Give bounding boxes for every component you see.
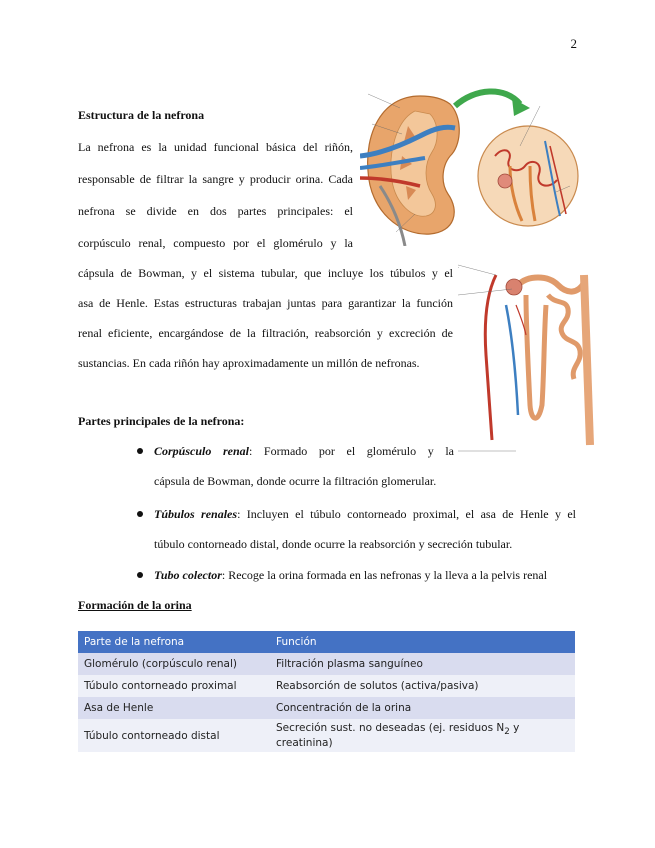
paragraph-line: renal eficiente, encargándose de la filtración, reabsorción y excreción de	[78, 326, 453, 340]
nephron-diagram	[456, 255, 606, 455]
cell-text: y creatinina)	[276, 722, 520, 750]
table-cell: Asa de Henle	[78, 697, 270, 719]
table-header-row	[78, 631, 575, 653]
bullet-dot	[137, 511, 143, 517]
paragraph-line: corpúsculo renal, compuesto por el glomérulo y la	[78, 236, 353, 250]
table-cell: Filtración plasma sanguíneo	[270, 653, 575, 675]
table-cell: Túbulo contorneado distal	[78, 719, 270, 752]
bullet-line	[154, 507, 576, 521]
kidney-diagram	[360, 86, 580, 246]
table-row	[78, 675, 575, 697]
section-title-estructura: Estructura de la nefrona	[78, 108, 205, 122]
paragraph-line: cápsula de Bowman, y el sistema tubular, que incluye los túbulos y el	[78, 266, 453, 280]
paragraph-line: responsable de filtrar la sangre y producir orina. Cada	[78, 172, 353, 186]
bullet-dot	[137, 448, 143, 454]
table-header-cell: Función	[270, 631, 575, 653]
paragraph-line: asa de Henle. Estas estructuras trabajan juntas para garantizar la función	[78, 296, 453, 310]
table-row	[78, 653, 575, 675]
bullet-line: túbulo contorneado distal, donde ocurre la reabsorción y secreción tubular.	[154, 537, 513, 551]
subscript: 2	[504, 727, 510, 738]
bullet-text: : Incluyen el túbulo contorneado proximal, el asa de Henle y el	[237, 507, 576, 521]
section-title-partes: Partes principales de la nefrona:	[78, 414, 245, 428]
table-cell	[270, 719, 575, 752]
table-cell: Concentración de la orina	[270, 697, 575, 719]
bullet-text: : Recoge la orina formada en las nefronas y la lleva a la pelvis renal	[221, 568, 548, 582]
cell-text: Secreción sust. no deseadas (ej. residuos N	[276, 722, 505, 734]
table-header-cell: Parte de la nefrona	[78, 631, 270, 653]
page-number: 2	[570, 36, 577, 51]
bullet-dot	[137, 572, 143, 578]
bullet-text: : Formado por el glomérulo y la	[248, 444, 454, 458]
function-table	[78, 631, 575, 752]
bullet-line	[154, 444, 454, 458]
paragraph-line: La nefrona es la unidad funcional básica del riñón,	[78, 140, 353, 154]
paragraph-line: nefrona se divide en dos partes principales: el	[78, 204, 353, 218]
bullet-term: Tubo colector	[154, 568, 222, 582]
svg-text:·: ·	[458, 265, 460, 270]
table-row	[78, 719, 575, 752]
table-cell: Reabsorción de solutos (activa/pasiva)	[270, 675, 575, 697]
paragraph-line: sustancias. En cada riñón hay aproximadamente un millón de nefronas.	[78, 356, 420, 370]
section-title-formacion: Formación de la orina	[78, 598, 192, 612]
bullet-line	[154, 568, 547, 582]
table-row	[78, 697, 575, 719]
bullet-line: cápsula de Bowman, donde ocurre la filtración glomerular.	[154, 474, 437, 488]
bullet-term: Túbulos renales	[154, 507, 238, 521]
table-cell: Glomérulo (corpúsculo renal)	[78, 653, 270, 675]
bullet-term: Corpúsculo renal	[154, 444, 249, 458]
table-cell: Túbulo contorneado proximal	[78, 675, 270, 697]
